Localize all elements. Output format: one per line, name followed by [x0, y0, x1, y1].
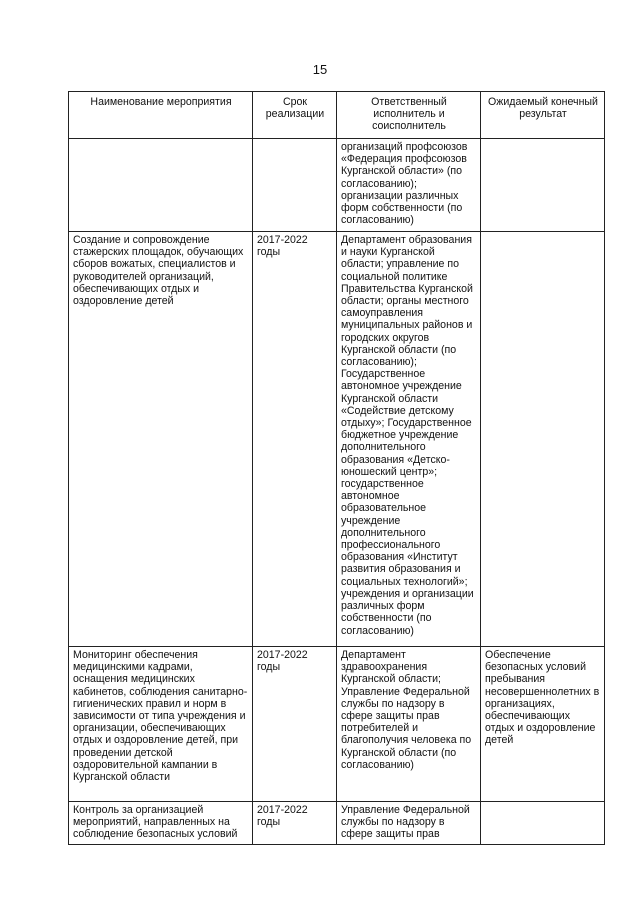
result-cell	[481, 802, 605, 845]
measure-name-cell	[69, 139, 253, 232]
measure-name-cell: Контроль за организацией мероприятий, направленных на соблюдение безопасных условий	[69, 802, 253, 845]
term-cell: 2017-2022 годы	[253, 802, 337, 845]
header-executor: Ответственный исполнитель и соисполнитель	[337, 92, 481, 139]
result-cell	[481, 139, 605, 232]
header-term: Срок реализации	[253, 92, 337, 139]
table-row	[69, 802, 605, 845]
page-number: 15	[312, 62, 328, 77]
table-header-row	[69, 92, 605, 139]
executor-cell: Управление Федеральной службы по надзору в сфере защиты прав	[337, 802, 481, 845]
executor-cell: организаций профсоюзов «Федерация профсоюзов Курганской области» (по согласованию); организации различных форм собственности (по согласованию)	[337, 139, 481, 232]
measure-name-cell: Мониторинг обеспечения медицинскими кадрами, оснащения медицинских кабинетов, соблюдения санитарно-гигиенических правил и норм в зависимости от типа учреждения и организации, обеспечивающих отдых и оздоровление детей, при проведении детской оздоровительной кампании в Курганской области	[69, 647, 253, 802]
term-cell: 2017-2022 годы	[253, 232, 337, 647]
term-cell: 2017-2022 годы	[253, 647, 337, 802]
executor-cell: Департамент здравоохранения Курганской области; Управление Федеральной службы по надзору в сфере защиты прав потребителей и благополучия человека по Курганской области (по согласованию)	[337, 647, 481, 802]
result-cell	[481, 232, 605, 647]
table-row	[69, 139, 605, 232]
measure-name-cell: Создание и сопровождение стажерских площадок, обучающих сборов вожатых, специалистов и руководителей организаций, обеспечивающих отдых и оздоровление детей	[69, 232, 253, 647]
term-cell	[253, 139, 337, 232]
header-measure-name: Наименование мероприятия	[69, 92, 253, 139]
header-result: Ожидаемый конечный результат	[481, 92, 605, 139]
measures-table	[68, 91, 605, 845]
table-row	[69, 647, 605, 802]
table-row	[69, 232, 605, 647]
result-cell: Обеспечение безопасных условий пребывания несовершеннолетних в организациях, обеспечивающих отдых и оздоровление детей	[481, 647, 605, 802]
executor-cell: Департамент образования и науки Курганской области; управление по социальной политике Правительства Курганской области; органы местного самоуправления муниципальных районов и городских округов Курганской области (по согласованию); Государственное автономное учреждение Курганской области «Содействие детскому отдыху»; Государственное бюджетное учреждение дополнительного образования «Детско-юношеский центр»; государственное автономное образовательное учреждение дополнительного профессионального образования «Институт развития образования и социальных технологий»; учреждения и организации различных форм собственности (по согласованию)	[337, 232, 481, 647]
